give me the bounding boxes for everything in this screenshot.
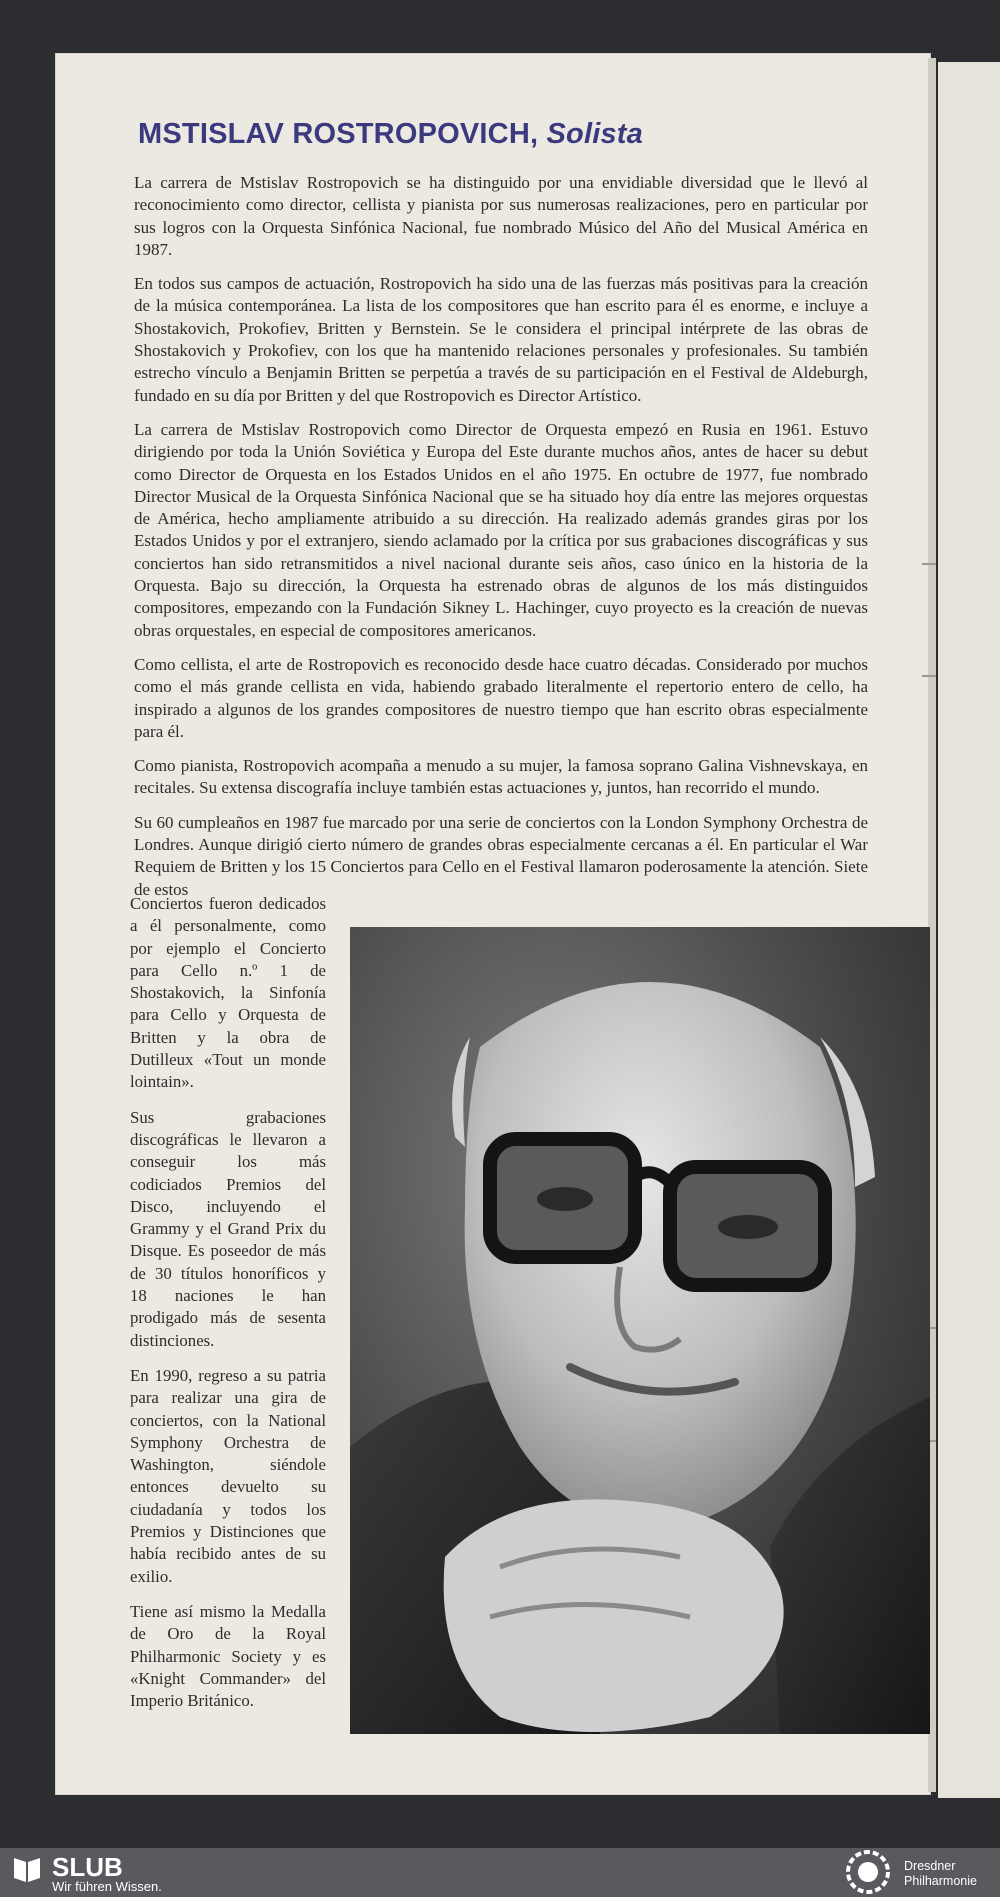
biography-paragraph: Como cellista, el arte de Rostropovich es reconocido desde hace cuatro décadas. Considerado por muchos como el más grande cellista en vida, habiendo grabado literalmente el repertorio entero de cello, ha inspirado a algunos de los grandes compositores de nuestro tiempo que han escrito obras especialmente para él. [134,654,868,741]
slub-book-icon [12,1854,42,1884]
philharmonie-logo-icon [842,1848,900,1897]
biography-full-width [134,172,868,901]
next-page-strip [938,62,1000,1798]
biography-paragraph: En 1990, regreso a su patria para realizar una gira de conciertos, con la National Symphony Orchestra de Washington, siéndole entonces devuelto su ciudadanía y todos los Premios y Distinciones que había recibido antes de su exilio. [130,1365,326,1586]
binding-stitch [922,675,936,683]
binding-stitch [922,563,936,571]
orchestra-name-line2: Philharmonie [904,1874,977,1888]
biography-paragraph: Su 60 cumpleaños en 1987 fue marcado por una serie de conciertos con la London Symphony Orchestra de Londres. Aunque dirigió cierto número de grandes obras especialmente cercanas a él. En particular el War Requiem de Britten y los 15 Conciertos para Cello en el Festival llamaron poderosamente la atención. Siete de estos [134,812,868,899]
soloist-role: Solista [546,118,643,150]
library-tagline: Wir führen Wissen. [52,1879,162,1894]
library-name: SLUB [52,1852,123,1882]
biography-paragraph: Tiene así mismo la Medalla de Oro de la Royal Philharmonic Society y es «Knight Commander» del Imperio Británico. [130,1601,326,1711]
biography-paragraph: La carrera de Mstislav Rostropovich se ha distinguido por una envidiable diversidad que le llevó al reconocimiento como director, cellista y pianista por sus numerosas realizaciones, pero en particular por sus logros con la Orquesta Sinfónica Nacional, fue nombrado Músico del Año del Musical América en 1987. [134,173,868,259]
orchestra-name [904,1859,977,1889]
biography-paragraph: La carrera de Mstislav Rostropovich como Director de Orquesta empezó en Rusia en 1961. Estuvo dirigiendo por toda la Unión Soviética y Europa del Este durante muchos años, antes de hacer su debut como Director de Orquesta en los Estados Unidos en el año 1975. En octubre de 1977, fue nombrado Director Musical de la Orquesta Sinfónica Nacional que se ha situado hoy día entre las mejores orquestas de América, hecho ampliamente atribuido a su dirección. Ha realizado además grandes giras por los Estados Unidos y por el extranjero, siendo aclamado por la crítica por sus grabaciones discográficas y sus conciertos han sido retransmitidos a nivel nacional durante seis años, caso único en la historia de la Orquesta. Bajo su dirección, la Orquesta ha estrenado obras de algunos de los más distinguidos compositores, empezando con la Fundación Sikney L. Hachinger, cuyo proyecto es la creación de nuevas obras orquestales, en especial de compositores americanos. [134,419,868,640]
biography-column [130,893,326,1725]
page-title [138,118,643,151]
biography-paragraph: Como pianista, Rostropovich acompaña a menudo a su mujer, la famosa soprano Galina Vishnevskaya, en recitales. Su extensa discografía incluye también estas actuaciones y, juntos, han recorrido el mundo. [134,756,868,798]
portrait-illustration [350,927,930,1734]
orchestra-name-line1: Dresdner [904,1859,956,1873]
portrait-photo [350,927,930,1734]
biography-paragraph: Sus grabaciones discográficas le llevaron a conseguir los más codiciados Premios del Disco, incluyendo el Grammy y el Grand Prix du Disque. Es poseedor de más de 30 títulos honoríficos y 18 naciones le han prodigado más de sesenta distinciones. [130,1107,326,1350]
biography-paragraph: Conciertos fueron dedicados a él personalmente, como por ejemplo el Concierto para Cello n.º 1 de Shostakovich, la Sinfonía para Cello y Orquesta de Britten y la obra de Dutilleux «Tout un monde lointain». [130,894,326,1092]
biography-paragraph: En todos sus campos de actuación, Rostropovich ha sido una de las fuerzas más positivas para la creación de la música contemporánea. La lista de los compositores que han escrito para él es enorme, e incluye a Shostakovich, Prokofiev, Britten y Bernstein. Se le considera el principal intérprete de las obras de Shostakovich y Prokofiev, con los que ha mantenido relaciones personales y profesionales. Su también estrecho vínculo a Benjamin Britten se perpetúa a través de su participación en el Festival de Aldeburgh, fundado en su día por Britten y del que Rostropovich es Director Artístico. [134,274,868,405]
soloist-name: MSTISLAV ROSTROPOVICH, [138,118,539,150]
